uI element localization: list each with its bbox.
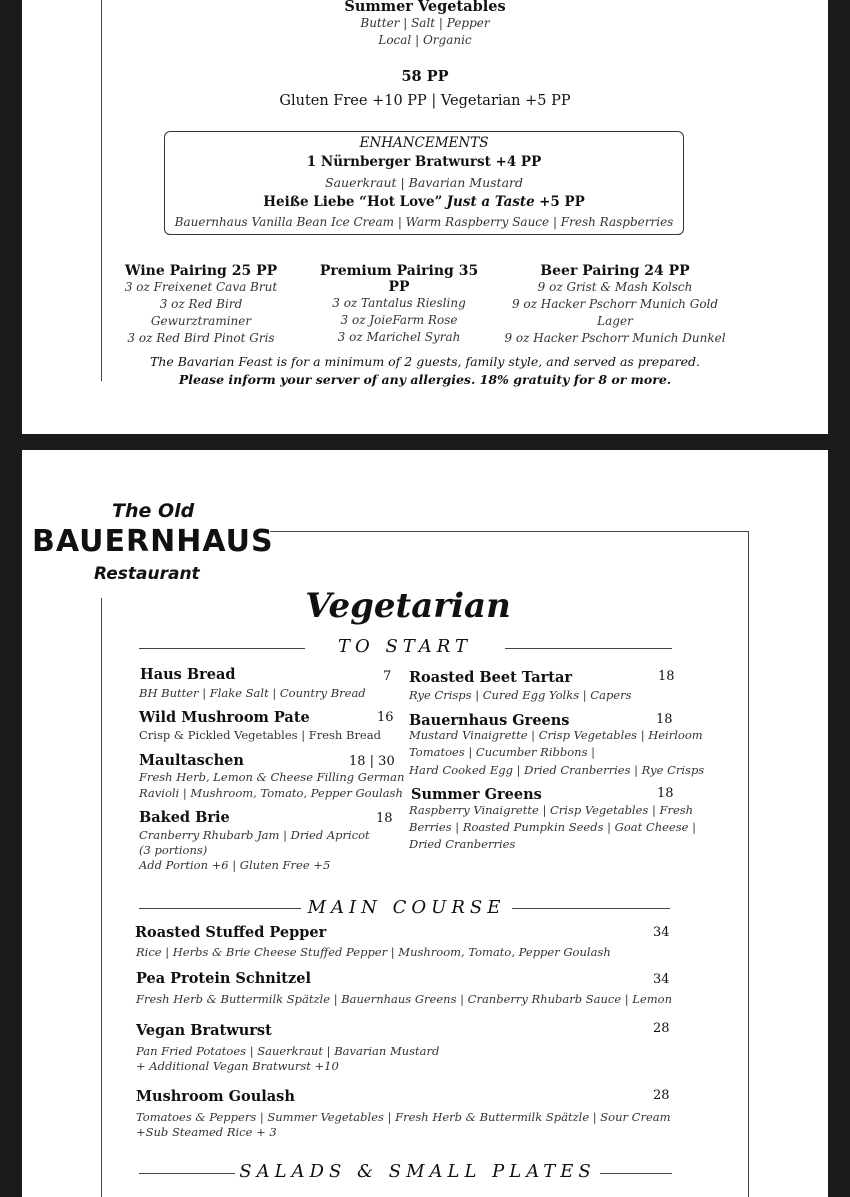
item-desc: Rice | Herbs & Brie Cheese Stuffed Pepper | Mushroom, Tomato, Pepper Goulash — [136, 945, 611, 959]
item-price: 28 — [653, 1021, 670, 1036]
item-price: 34 — [653, 972, 670, 987]
item-name: Roasted Beet Tartar — [409, 669, 573, 686]
page-title: Vegetarian — [305, 586, 511, 626]
item-desc: Raspberry Vinaigrette | Crisp Vegetables | Fresh — [409, 803, 694, 817]
enhancement-item-2-price: +5 PP — [539, 194, 585, 210]
item-name: Bauernhaus Greens — [409, 712, 570, 729]
pairing-item: 3 oz Red Bird Gewurztraminer — [150, 297, 252, 328]
footer-note: The Bavarian Feast is for a minimum of 2 guests, family style, and served as prepared. — [150, 354, 700, 369]
section-rule-left — [139, 648, 305, 649]
item-desc: Fresh Herb & Buttermilk Spätzle | Bauernhaus Greens | Cranberry Rhubarb Sauce | Lemon — [136, 992, 672, 1006]
logo-bottom-text: Restaurant — [94, 564, 200, 584]
pairing-item: 3 oz JoieFarm Rose — [340, 313, 458, 327]
item-desc-2: +Sub Steamed Rice + 3 — [136, 1125, 277, 1139]
price-per-person: 58 PP — [401, 68, 449, 85]
enhancement-item-1: 1 Nürnberger Bratwurst +4 PP — [306, 154, 542, 170]
item-name: Wild Mushroom Pate — [139, 709, 310, 726]
item-desc-2: Ravioli | Mushroom, Tomato, Pepper Goulash — [139, 786, 403, 800]
item-name: Haus Bread — [140, 666, 236, 683]
menu-page-top — [22, 0, 828, 434]
section-rule-right — [600, 1173, 672, 1174]
item-name: Summer Greens — [411, 786, 542, 803]
pairing-title: Beer Pairing 24 PP — [540, 263, 690, 279]
pairing-title: Premium Pairing 35 PP — [319, 263, 479, 295]
pairing-item: 3 oz Red Bird Pinot Gris — [127, 331, 275, 345]
footer-allergy-note: Please inform your server of any allergies. 18% gratuity for 8 or more. — [178, 372, 672, 387]
item-price: 16 — [377, 710, 394, 725]
section-to-start: TO START — [337, 636, 473, 657]
pairing-title: Wine Pairing 25 PP — [124, 263, 278, 279]
item-desc-3: Add Portion +6 | Gluten Free +5 — [139, 858, 331, 872]
pairing-item: 3 oz Marichel Syrah — [337, 330, 461, 344]
dish-line-2: Local | Organic — [378, 33, 472, 47]
section-salads: SALADS & SMALL PLATES — [239, 1161, 596, 1182]
section-rule-left — [139, 1173, 235, 1174]
pairing-item: 3 oz Tantalus Riesling — [332, 296, 466, 310]
item-price: 34 — [653, 925, 670, 940]
item-price: 18 — [656, 712, 673, 727]
item-desc-3: Hard Cooked Egg | Dried Cranberries | Rye Crisps — [409, 763, 705, 777]
enhancement-item-2-desc: Bauernhaus Vanilla Bean Ice Cream | Warm Raspberry Sauce | Fresh Raspberries — [174, 215, 674, 229]
page-border-right — [748, 531, 749, 1197]
item-desc-2: Berries | Roasted Pumpkin Seeds | Goat Cheese | — [409, 820, 696, 834]
section-rule-left — [139, 908, 301, 909]
pairing-wine — [122, 263, 280, 347]
page-border-left — [101, 598, 102, 1197]
section-rule-right — [505, 648, 672, 649]
pairing-premium — [319, 263, 479, 346]
pairing-item: 9 oz Grist & Mash Kolsch — [537, 280, 693, 294]
item-name: Pea Protein Schnitzel — [136, 970, 311, 987]
item-price: 28 — [653, 1088, 670, 1103]
item-name: Mushroom Goulash — [136, 1088, 295, 1105]
logo-top-text: The Old — [112, 500, 195, 522]
enhancements-box — [164, 131, 684, 235]
item-desc: Pan Fried Potatoes | Sauerkraut | Bavarian Mustard — [136, 1044, 440, 1058]
enhancements-title: ENHANCEMENTS — [359, 135, 489, 151]
item-name: Maultaschen — [139, 752, 244, 769]
pairing-item: 3 oz Freixenet Cava Brut — [124, 280, 278, 294]
section-main-course: MAIN COURSE — [307, 897, 506, 918]
enhancement-item-2 — [165, 194, 683, 210]
logo-main-text: BAUERNHAUS — [32, 524, 274, 559]
item-price: 18 — [658, 669, 675, 684]
item-price: 18 — [376, 811, 393, 826]
pairing-item: 9 oz Hacker Pschorr Munich Gold Lager — [511, 297, 719, 328]
section-rule-right — [512, 908, 670, 909]
price-options: Gluten Free +10 PP | Vegetarian +5 PP — [279, 93, 571, 109]
enhancement-item-1-desc: Sauerkraut | Bavarian Mustard — [325, 175, 523, 190]
restaurant-logo — [32, 500, 272, 590]
dish-line-1: Butter | Salt | Pepper — [360, 16, 490, 30]
pairing-beer — [498, 263, 732, 347]
item-desc: Tomatoes & Peppers | Summer Vegetables | Fresh Herb & Buttermilk Spätzle | Sour Cream — [136, 1110, 671, 1124]
item-desc-2: (3 portions) — [139, 843, 208, 857]
item-name: Vegan Bratwurst — [136, 1022, 272, 1039]
item-desc: Crisp & Pickled Vegetables | Fresh Bread — [139, 728, 381, 742]
item-desc-2: + Additional Vegan Bratwurst +10 — [136, 1059, 339, 1073]
enhancement-item-2-note: Just a Taste — [446, 194, 535, 210]
item-desc: Rye Crisps | Cured Egg Yolks | Capers — [409, 688, 632, 702]
item-price: 18 | 30 — [349, 754, 395, 769]
enhancement-item-2-name: Heiße Liebe “Hot Love” — [263, 194, 443, 210]
item-desc-2: Tomatoes | Cucumber Ribbons | — [409, 745, 595, 759]
item-desc-3: Dried Cranberries — [409, 837, 516, 851]
item-name: Roasted Stuffed Pepper — [135, 924, 327, 941]
dish-name: Summer Vegetables — [344, 0, 506, 15]
menu-page-bottom — [22, 450, 828, 1197]
item-price: 18 — [657, 786, 674, 801]
item-desc: BH Butter | Flake Salt | Country Bread — [139, 686, 366, 700]
page-border-top — [270, 531, 749, 532]
page-border-left — [101, 0, 102, 381]
item-desc: Fresh Herb, Lemon & Cheese Filling German — [139, 770, 405, 784]
item-price: 7 — [383, 669, 392, 684]
item-desc: Cranberry Rhubarb Jam | Dried Apricot — [139, 828, 370, 842]
pairing-item: 9 oz Hacker Pschorr Munich Dunkel — [504, 331, 726, 345]
item-name: Baked Brie — [139, 809, 230, 826]
item-desc: Mustard Vinaigrette | Crisp Vegetables | Heirloom — [409, 728, 703, 742]
